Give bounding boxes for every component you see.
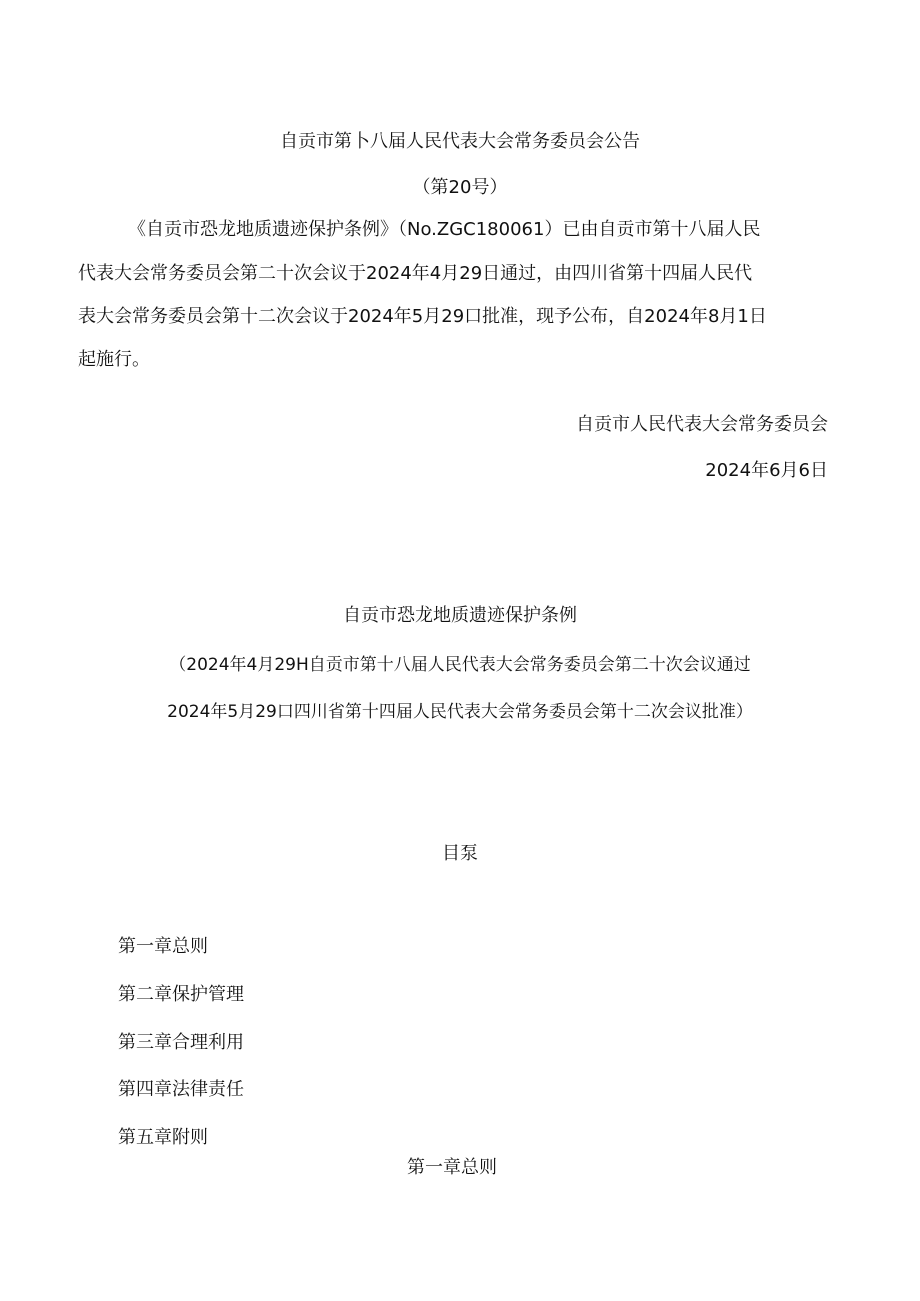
announcement-issuer: 自贡市人民代表大会常务委员会	[576, 414, 828, 435]
toc-item: 第二章保护管理	[118, 984, 244, 1005]
regulation-title: 自贡市恐龙地质遗迹保护条例	[343, 605, 577, 626]
announcement-body-line-2: 代表大会常务委员会第二十次会议于2024年4月29日通过，由四川省第十四届人民代	[78, 263, 753, 284]
toc-item: 第三章合理利用	[118, 1032, 244, 1053]
regulation-adoption-note-2: 2024年5月29口四川省第十四届人民代表大会常务委员会第十二次会议批准）	[167, 702, 753, 722]
announcement-title: 自贡市第卜八届人民代表大会常务委员会公告	[280, 131, 640, 152]
announcement-number: （第20号）	[412, 177, 508, 198]
announcement-date: 2024年6月6日	[705, 460, 828, 481]
regulation-adoption-note-1: （2024年4月29H自贡市第十八届人民代表大会常务委员会第二十次会议通过	[169, 655, 751, 675]
announcement-body-line-3: 表大会常务委员会第十二次会议于2024年5月29口批准，现予公布，自2024年8月1日	[78, 306, 767, 327]
toc-item: 第五章附则	[118, 1127, 208, 1148]
chapter-heading: 第一章总则	[407, 1157, 497, 1178]
toc-item: 第四章法律责任	[118, 1079, 244, 1100]
announcement-body-line-1: 《自贡市恐龙地质遗迹保护条例》（No.ZGC180061）已由自贡市第十八届人民	[128, 219, 761, 240]
toc-heading: 目泵	[442, 843, 478, 864]
announcement-body-line-4: 起施行。	[78, 349, 150, 370]
toc-item: 第一章总则	[118, 936, 208, 957]
